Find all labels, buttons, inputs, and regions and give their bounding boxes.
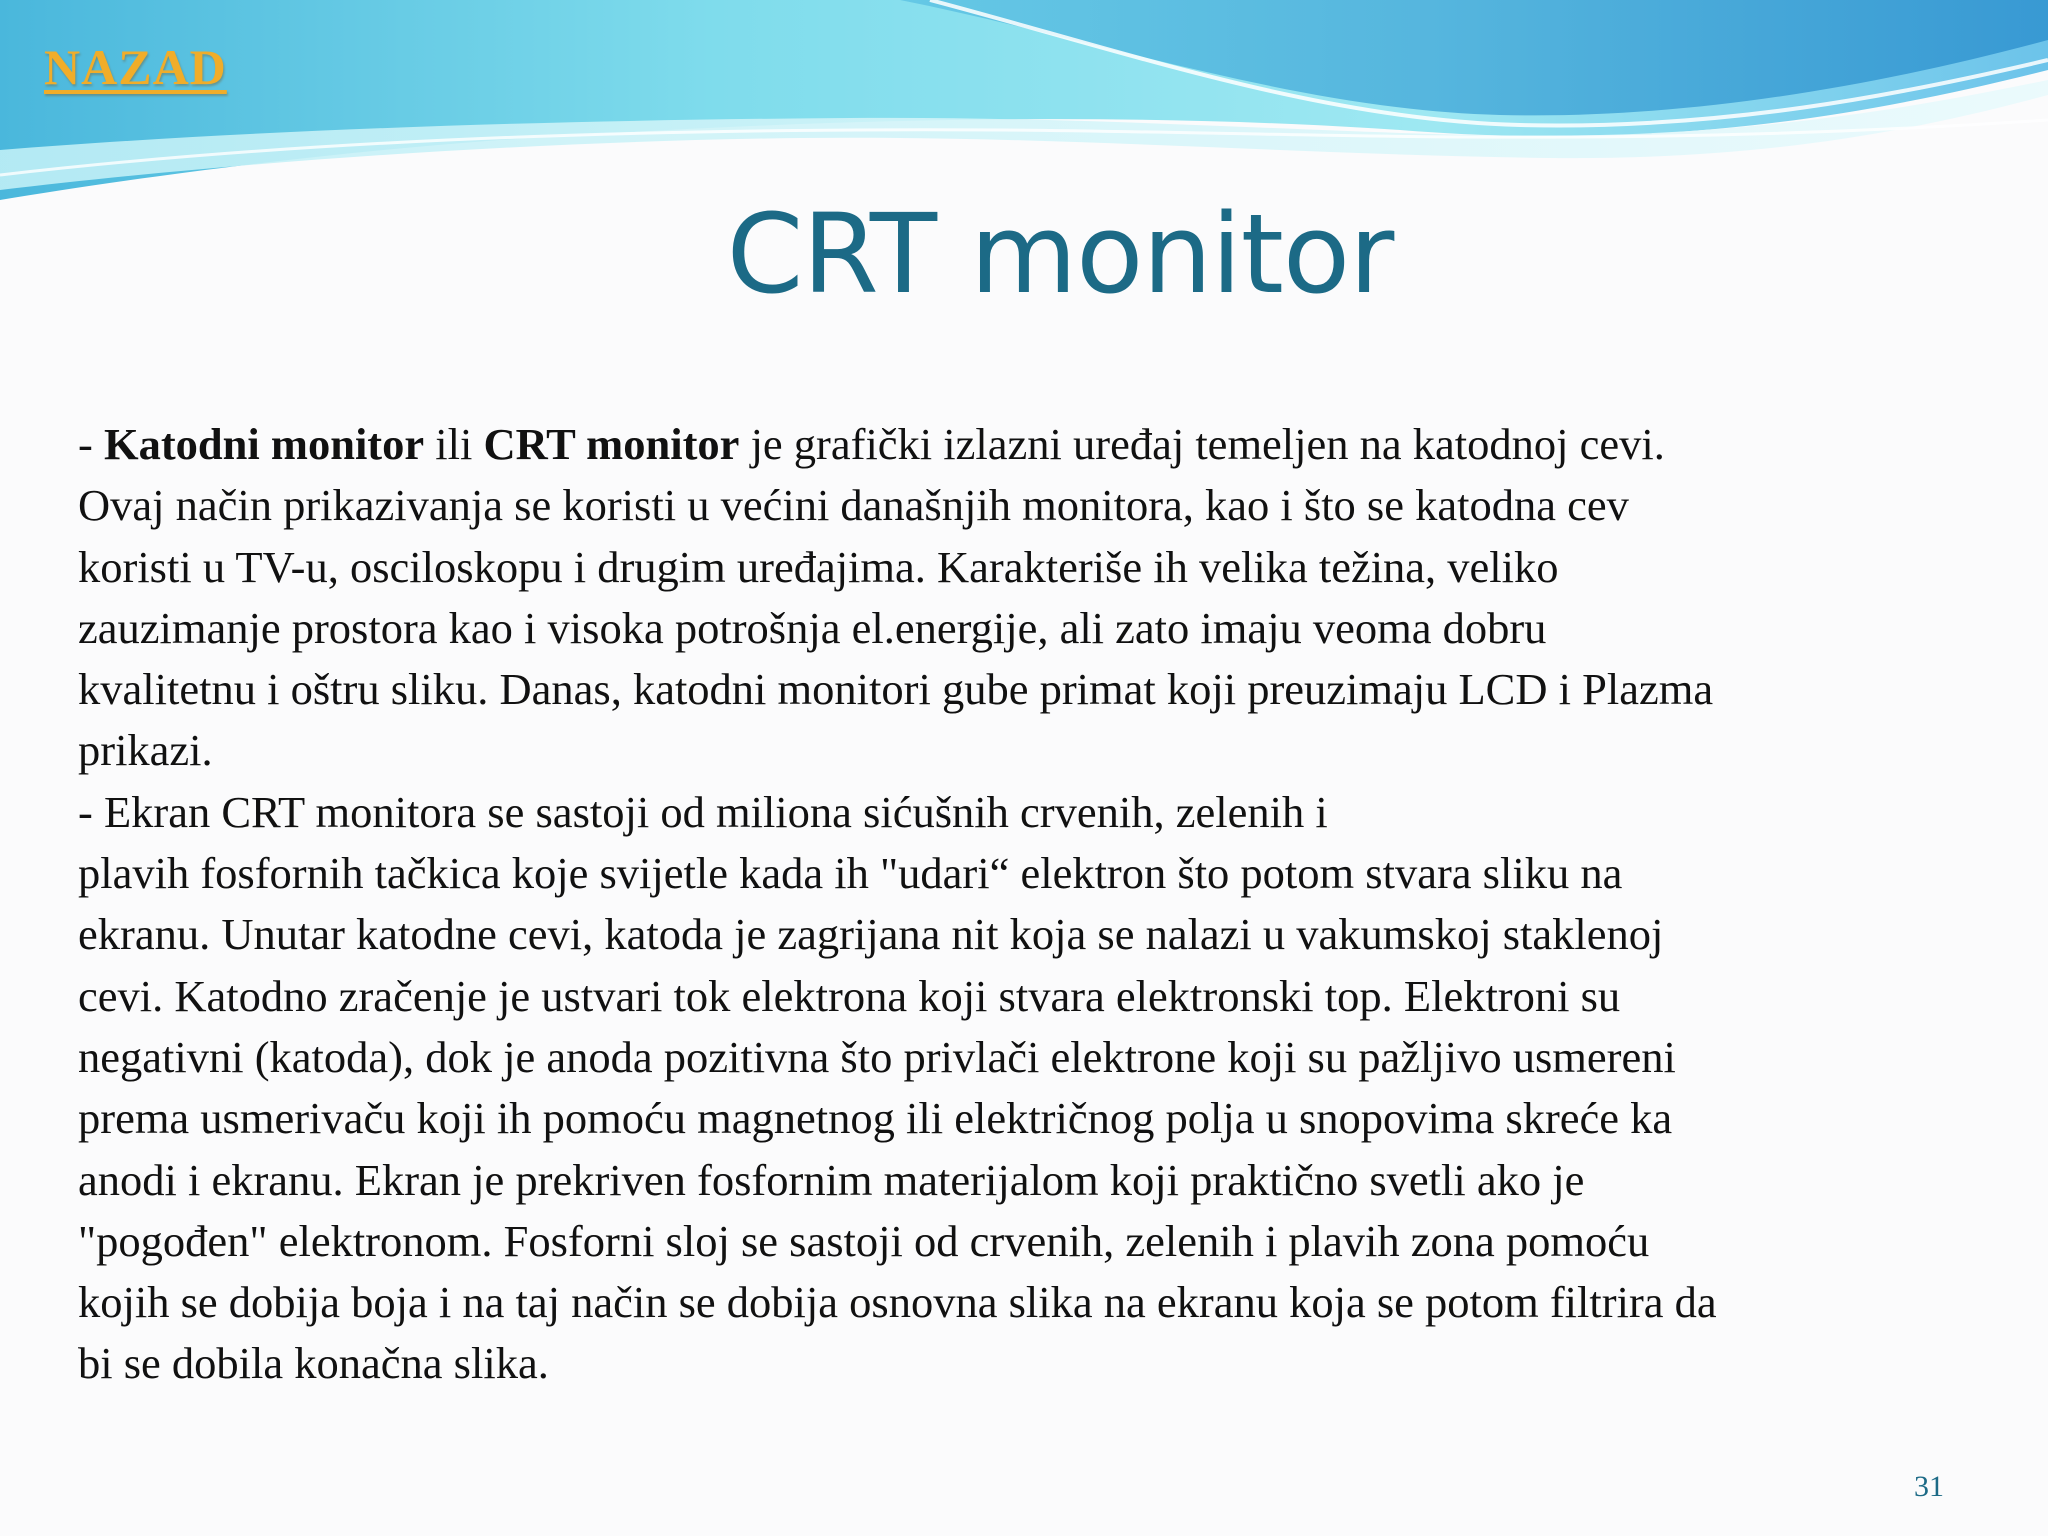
paragraph-1-line: kvalitetnu i oštru sliku. Danas, katodni monitori gube primat koji preuzimaju LCD i Plazma (78, 664, 1714, 715)
term-katodni-monitor: Katodni monitor (103, 419, 425, 469)
connector-text: ili (424, 419, 484, 469)
paragraph-2-line: ekranu. Unutar katodne cevi, katoda je zagrijana nit koja se nalazi u vakumskoj staklenoj (78, 909, 1664, 960)
paragraph-1-line: Ovaj način prikazivanja se koristi u većini današnjih monitora, kao i što se katodna cev (78, 480, 1629, 531)
slide-title: CRT monitor (726, 190, 1394, 318)
page-number: 31 (1914, 1470, 1944, 1503)
paragraph-2-line: - Ekran CRT monitora se sastoji od miliona sićušnih crvenih, zelenih i (78, 786, 1328, 837)
paragraph-1-line: koristi u TV-u, osciloskopu i drugim uređajima. Karakteriše ih velika težina, veliko (78, 541, 1559, 592)
paragraph-2-line: plavih fosfornih tačkica koje svijetle kada ih "udari“ elektron što potom stvara sliku na (78, 848, 1623, 899)
paragraph-2-line: bi se dobila konačna slika. (78, 1338, 549, 1389)
term-crt-monitor: CRT monitor (483, 419, 740, 469)
paragraph-2-line: prema usmerivaču koji ih pomoću magnetnog ili električnog polja u snopovima skreće ka (78, 1093, 1673, 1144)
body-text (78, 414, 1993, 1395)
paragraph-1-line: prikazi. (78, 725, 213, 776)
paragraph-2-line: negativni (katoda), dok je anoda pozitivna što privlači elektrone koji su pažljivo usmereni (78, 1031, 1676, 1082)
paragraph-1-line-1 (78, 414, 1993, 475)
paragraph-2-line: "pogođen" elektronom. Fosforni sloj se sastoji od crvenih, zelenih i plavih zona pomoću (78, 1215, 1650, 1266)
bullet-prefix: - (78, 419, 104, 469)
line-rest-text: je grafički izlazni uređaj temeljen na katodnoj cevi. (739, 419, 1665, 469)
paragraph-1-line: zauzimanje prostora kao i visoka potrošnja el.energije, ali zato imaju veoma dobru (78, 602, 1547, 653)
paragraph-2-line: cevi. Katodno zračenje je ustvari tok elektrona koji stvara elektronski top. Elektroni su (78, 970, 1621, 1021)
paragraph-2-line: anodi i ekranu. Ekran je prekriven fosfornim materijalom koji praktično svetli ako je (78, 1154, 1585, 1205)
back-link[interactable]: NAZAD (44, 39, 227, 95)
paragraph-2-line: kojih se dobija boja i na taj način se dobija osnovna slika na ekranu koja se potom filtrira da (78, 1277, 1717, 1328)
